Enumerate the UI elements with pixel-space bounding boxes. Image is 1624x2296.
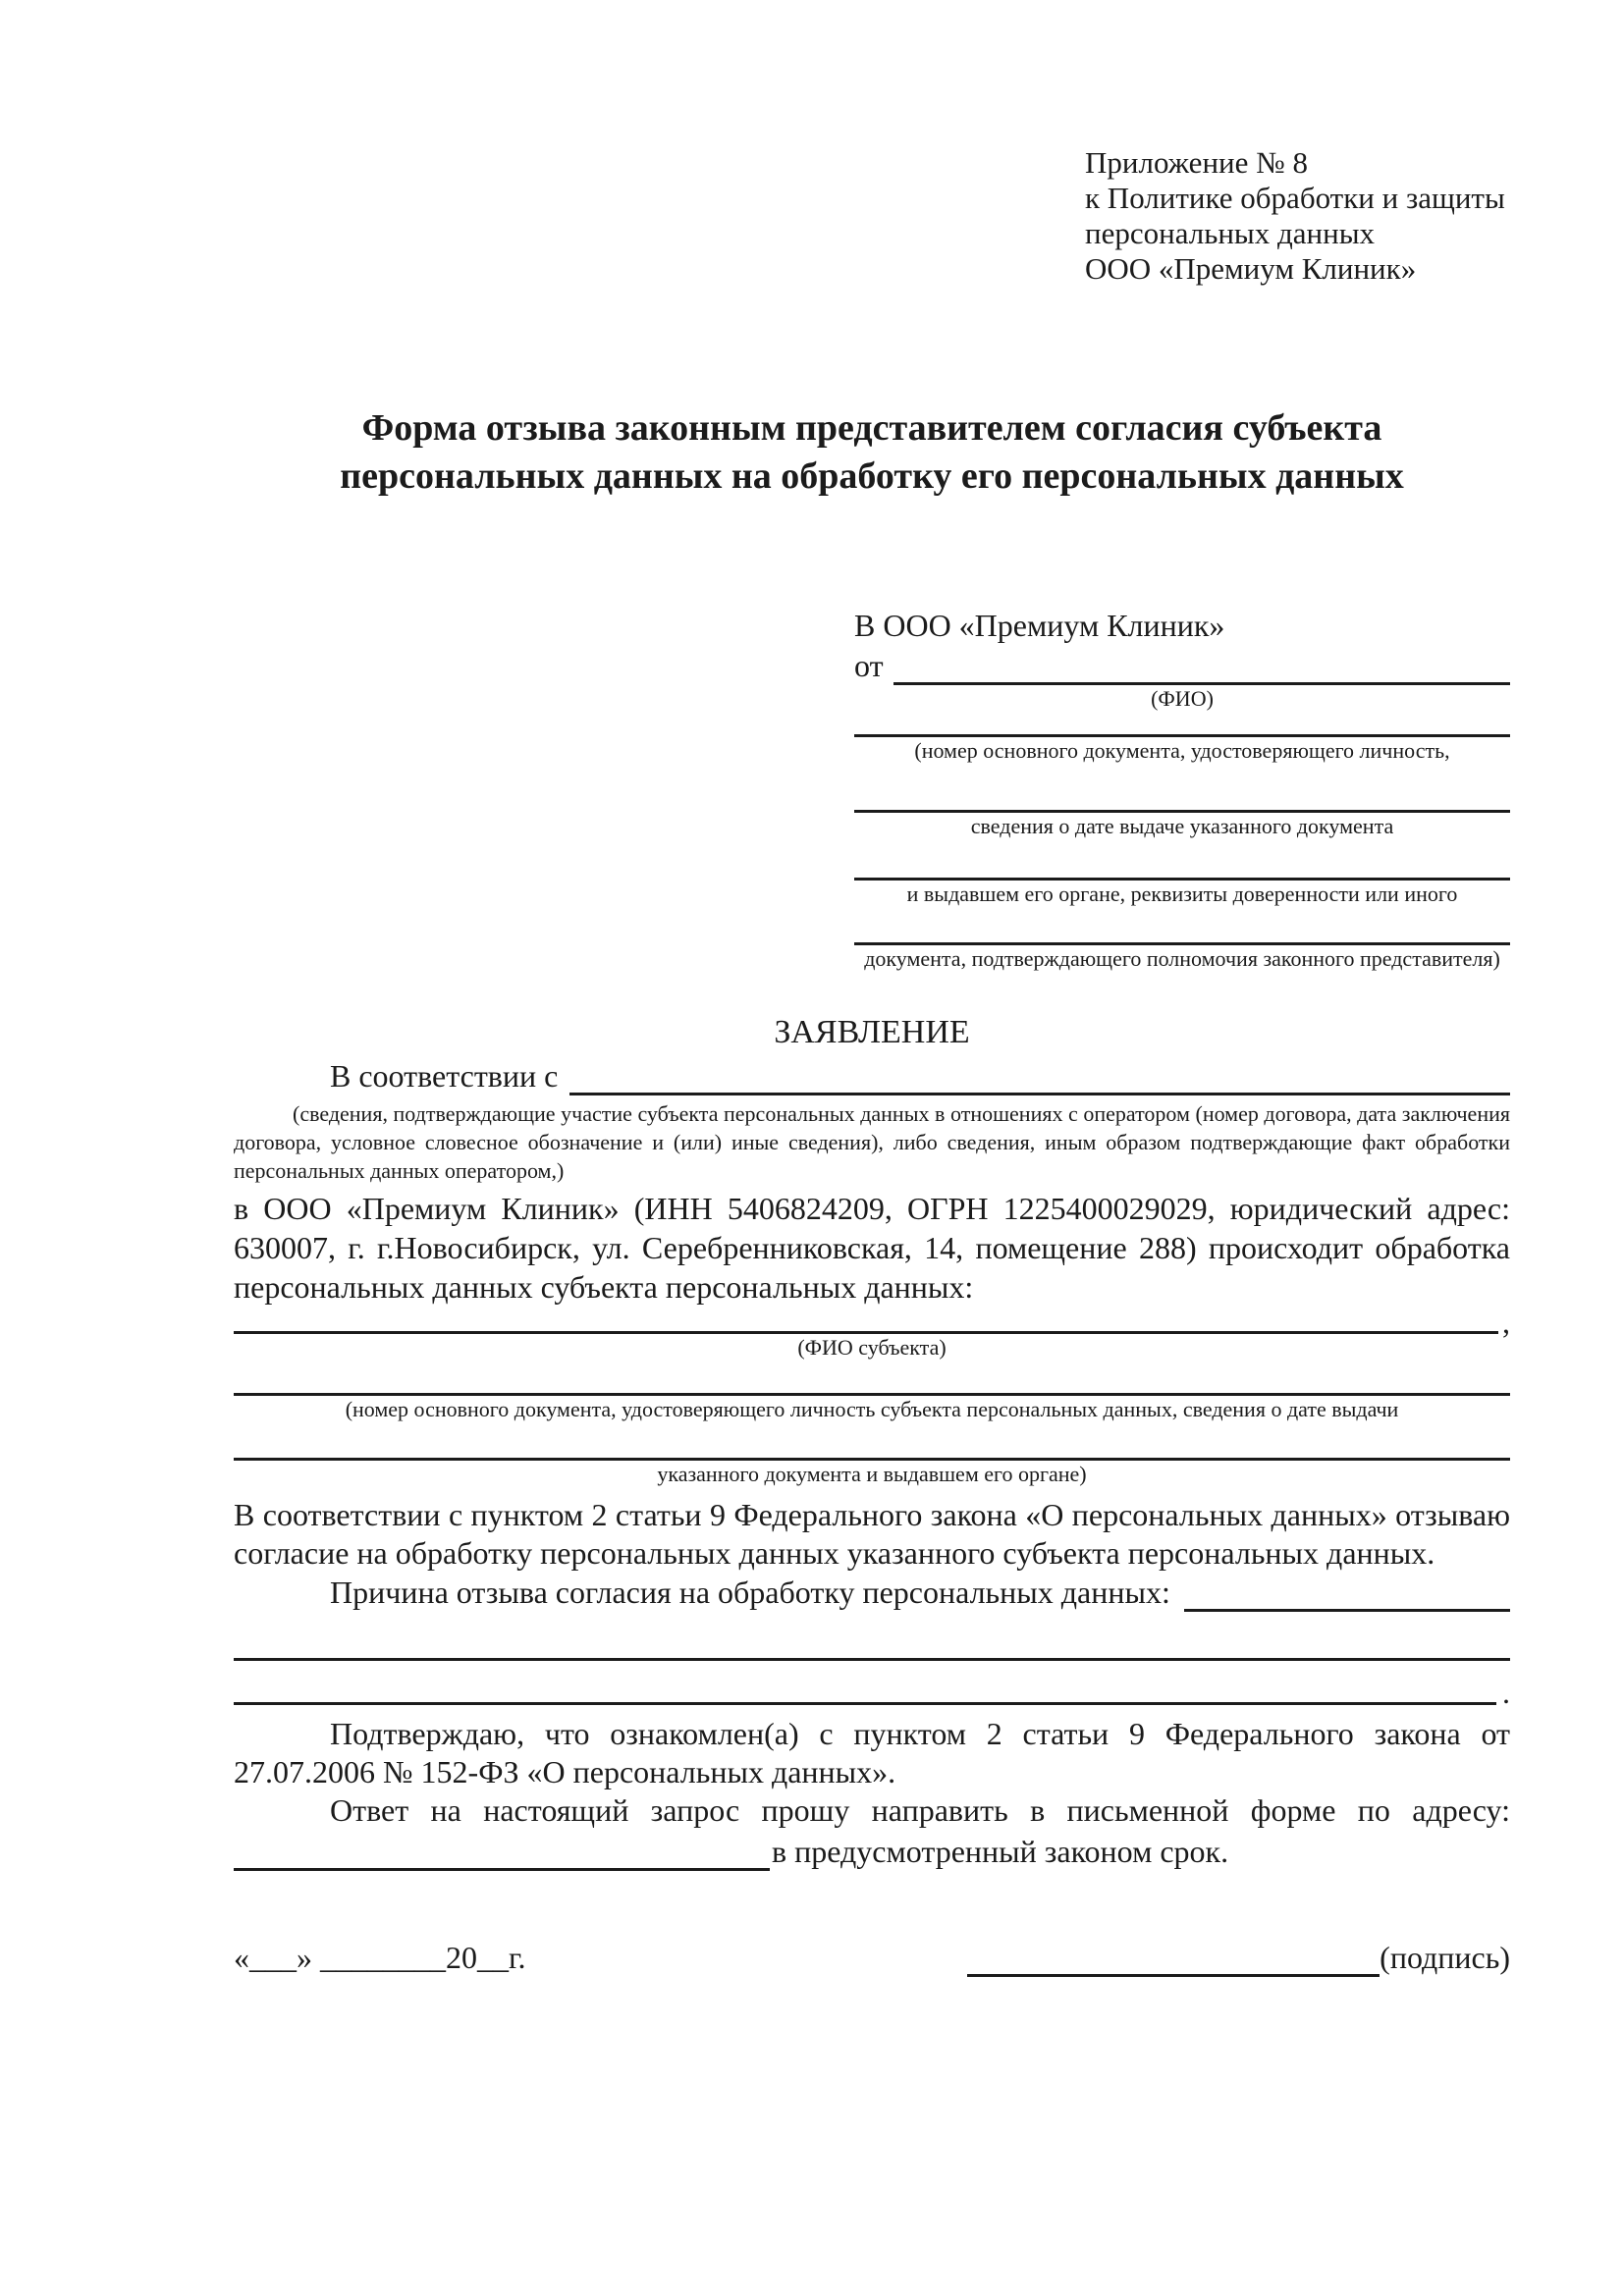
document-content bbox=[234, 145, 1510, 1977]
reply-address-row bbox=[234, 1830, 1510, 1871]
signature-row bbox=[234, 1932, 1510, 1977]
operator-paragraph: в ООО «Премиум Клиник» (ИНН 5406824209, ОГРН 1225400029029, юридический адрес: 630007, г. г.Новосибирск, ул. Серебренниковская, 14, помещение 288) происходит обработка персональных данных субъекта персональных данных: bbox=[234, 1191, 1510, 1305]
fio-caption: (ФИО) bbox=[1151, 686, 1214, 711]
subject-fio-row bbox=[234, 1305, 1510, 1340]
signature-blank-line bbox=[967, 1935, 1380, 1977]
subject-doc-caption-2: указанного документа и выдавшем его органе) bbox=[657, 1462, 1087, 1486]
field-caption: документа, подтверждающего полномочия законного представителя) bbox=[864, 946, 1500, 971]
reason-row bbox=[234, 1573, 1510, 1612]
document-title: Форма отзыва законным представителем согласия субъекта персональных данных на обработку его персональных данных bbox=[340, 407, 1404, 497]
appendix-header bbox=[1085, 145, 1510, 287]
reply-address-blank-line bbox=[234, 1868, 770, 1871]
reason-blank-line-3 bbox=[234, 1702, 1496, 1705]
addressee-to: В ООО «Премиум Клиник» bbox=[854, 608, 1225, 643]
reply-request-line: Ответ на настоящий запрос прошу направить в письменной форме по адресу: bbox=[330, 1792, 1510, 1828]
field-caption: (номер основного документа, удостоверяющего личность, bbox=[914, 738, 1450, 763]
withdrawal-paragraph: В соответствии с пунктом 2 статьи 9 Федерального закона «О персональных данных» отзываю согласие на обработку персональных данных указанного субъекта персональных данных. bbox=[234, 1497, 1510, 1571]
accordance-prefix: В соответствии с bbox=[330, 1058, 559, 1094]
accordance-caption: (сведения, подтверждающие участие субъекта персональных данных в отношениях с оператором (номер договора, дата заключения договора, условное словесное обозначение и (или) иные сведения), либо сведения, иным образом подтверждающие факт обработки персональных данных оператором,) bbox=[234, 1101, 1510, 1183]
appendix-line: к Политике обработки и защиты bbox=[1085, 181, 1505, 215]
reply-suffix: в предусмотренный законом срок. bbox=[772, 1834, 1229, 1869]
date-placeholder: «___» ________20__г. bbox=[234, 1940, 526, 1975]
signature-caption: (подпись) bbox=[1380, 1940, 1510, 1975]
blank-line bbox=[854, 713, 1510, 737]
reason-label: Причина отзыва согласия на обработку персональных данных: bbox=[330, 1575, 1170, 1610]
field-group-issue-date bbox=[854, 765, 1510, 840]
subject-doc-blank-line-2 bbox=[234, 1423, 1510, 1461]
statement-heading: ЗАЯВЛЕНИЕ bbox=[774, 1014, 970, 1050]
field-caption: и выдавшем его органе, реквизиты доверенности или иного bbox=[906, 881, 1458, 906]
appendix-line: персональных данных bbox=[1085, 216, 1376, 250]
blank-line bbox=[854, 765, 1510, 813]
reason-blank-line-3-row bbox=[234, 1661, 1510, 1710]
appendix-line: ООО «Премиум Клиник» bbox=[1085, 251, 1417, 286]
field-group-authority-doc bbox=[854, 908, 1510, 973]
addressee-block bbox=[854, 607, 1510, 973]
subject-doc-caption-1: (номер основного документа, удостоверяющего личность субъекта персональных данных, сведения о дате выдачи bbox=[345, 1397, 1399, 1421]
reason-blank-line-2 bbox=[234, 1612, 1510, 1661]
reason-blank-line bbox=[1184, 1609, 1510, 1612]
from-label: от bbox=[854, 648, 884, 683]
field-group-issuer bbox=[854, 840, 1510, 908]
blank-line bbox=[854, 840, 1510, 881]
subject-doc-blank-line bbox=[234, 1362, 1510, 1396]
subject-line-comma: , bbox=[1502, 1305, 1510, 1340]
signature-area bbox=[967, 1935, 1510, 1977]
blank-line-period: . bbox=[1502, 1675, 1510, 1710]
acknowledgement-paragraph: Подтверждаю, что ознакомлен(а) с пунктом 2 статьи 9 Федерального закона от 27.07.2006 № 152-ФЗ «О персональных данных». bbox=[234, 1716, 1510, 1789]
appendix-line: Приложение № 8 bbox=[1085, 145, 1308, 180]
addressee-from-row bbox=[854, 646, 1510, 685]
field-group-doc-number bbox=[854, 713, 1510, 765]
field-caption: сведения о дате выдаче указанного документа bbox=[970, 814, 1394, 838]
subject-fio-caption: (ФИО субъекта) bbox=[797, 1335, 947, 1360]
accordance-blank-line bbox=[569, 1093, 1510, 1095]
blank-line bbox=[854, 908, 1510, 945]
accordance-row bbox=[234, 1053, 1510, 1095]
